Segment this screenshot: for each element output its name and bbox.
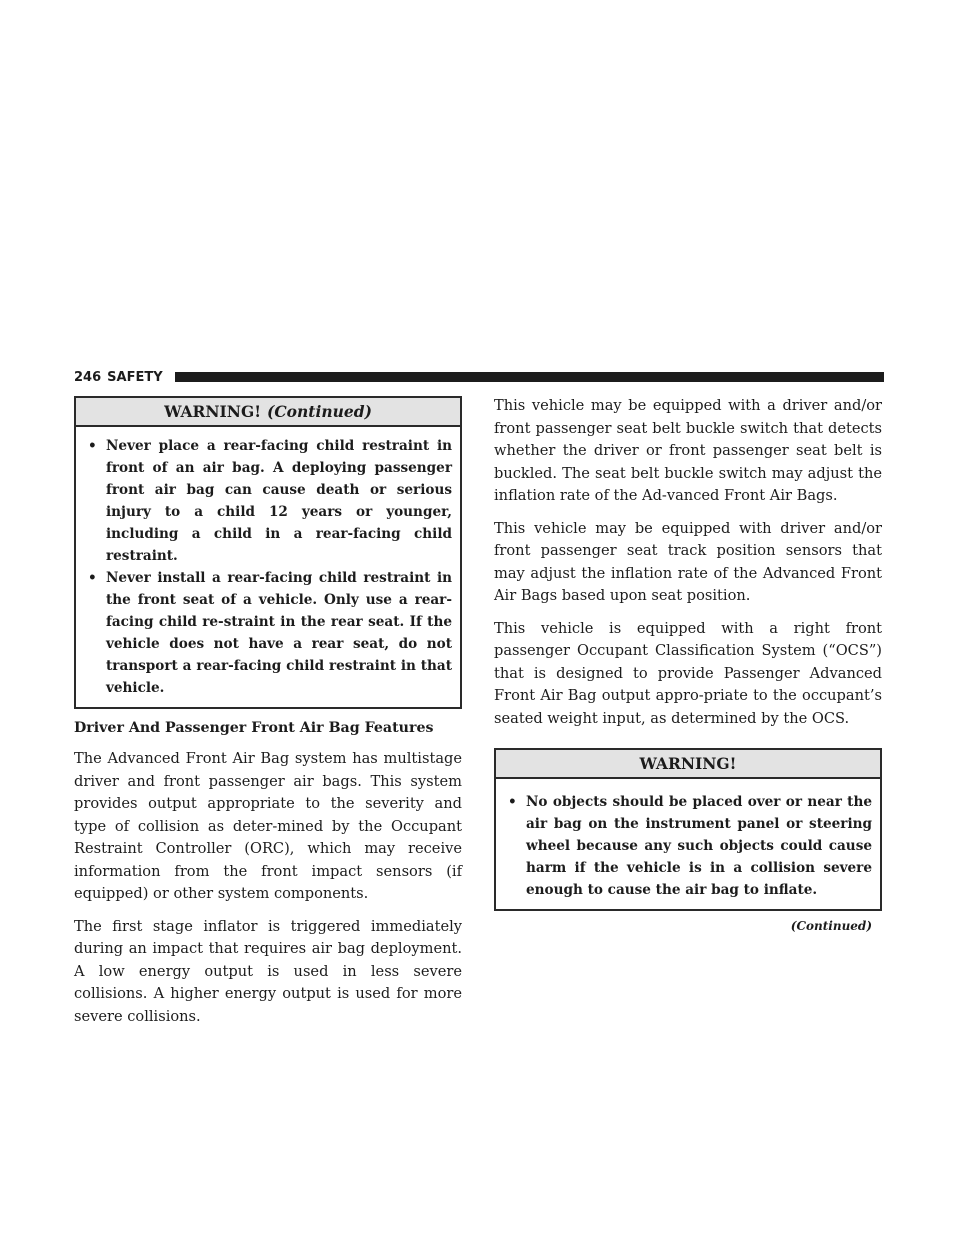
- warning-title: WARNING!: [639, 754, 737, 773]
- body-paragraph: This vehicle may be equipped with driver and/or front passenger seat track position sensors that may adjust the inflation rate of the Advanced Front Air Bags based upon seat position.: [494, 519, 882, 604]
- bullet-icon: •: [508, 794, 517, 810]
- warning-title: WARNING!: [164, 402, 262, 421]
- bullet-text: Never install a rear-facing child restraint in the front seat of a vehicle. Only use a rear-facing child re-straint in the rear seat. If the vehicle does not have a rear seat, do not transport a rear-facing child restraint in that vehicle.: [106, 570, 452, 696]
- left-column: [74, 396, 462, 1028]
- warning-header: [76, 398, 460, 427]
- warning-header: [496, 750, 880, 779]
- warning-box-continued: [74, 396, 462, 709]
- page-header: [74, 368, 884, 386]
- continued-label: (Continued): [790, 919, 872, 933]
- section-name: SAFETY: [107, 369, 163, 385]
- section-heading: Driver And Passenger Front Air Bag Features: [74, 720, 434, 736]
- body-paragraph: The first stage inflator is triggered immediately during an impact that requires air bag deployment. A low energy output is used in less severe collisions. A higher energy output is used for more severe collisions.: [74, 917, 462, 1025]
- bullet-text: No objects should be placed over or near the air bag on the instrument panel or steering wheel because any such objects could cause harm if the vehicle is in a collision severe enough to cause the air bag to inflate.: [526, 794, 872, 898]
- warning-box: [494, 748, 882, 911]
- warning-body: [76, 427, 460, 707]
- bullet-icon: •: [88, 438, 97, 454]
- bullet-text: Never place a rear-facing child restraint in front of an air bag. A deploying passenger front air bag can cause death or serious injury to a child 12 years or younger, including a child in a rear-facing child restraint.: [106, 438, 452, 564]
- warning-continued-label: (Continued): [267, 402, 372, 421]
- body-paragraph: This vehicle is equipped with a right front passenger Occupant Classification System (“OCS”) that is designed to provide Passenger Advanced Front Air Bag output appro-priate to the occupant’s seated weight input, as determined by the OCS.: [494, 619, 882, 727]
- warning-body: [496, 779, 880, 909]
- warning-bullet: [84, 435, 452, 567]
- warning-bullet: [84, 567, 452, 699]
- warning-bullet: [504, 791, 872, 901]
- body-paragraph: This vehicle may be equipped with a driver and/or front passenger seat belt buckle switch that detects whether the driver or front passenger seat belt is buckled. The seat belt buckle switch may adjust the inflation rate of the Ad-vanced Front Air Bags.: [494, 397, 882, 504]
- body-paragraph: The Advanced Front Air Bag system has multistage driver and front passenger air bags. This system provides output appropriate to the severity and type of collision as deter-mined by the Occupant Restraint Controller (ORC), which may receive information from the front impact sensors (if equipped) or other system components.: [74, 750, 462, 902]
- right-column: [494, 396, 882, 933]
- page-number: 246: [74, 369, 102, 385]
- bullet-icon: •: [88, 570, 97, 586]
- header-rule: [175, 372, 884, 382]
